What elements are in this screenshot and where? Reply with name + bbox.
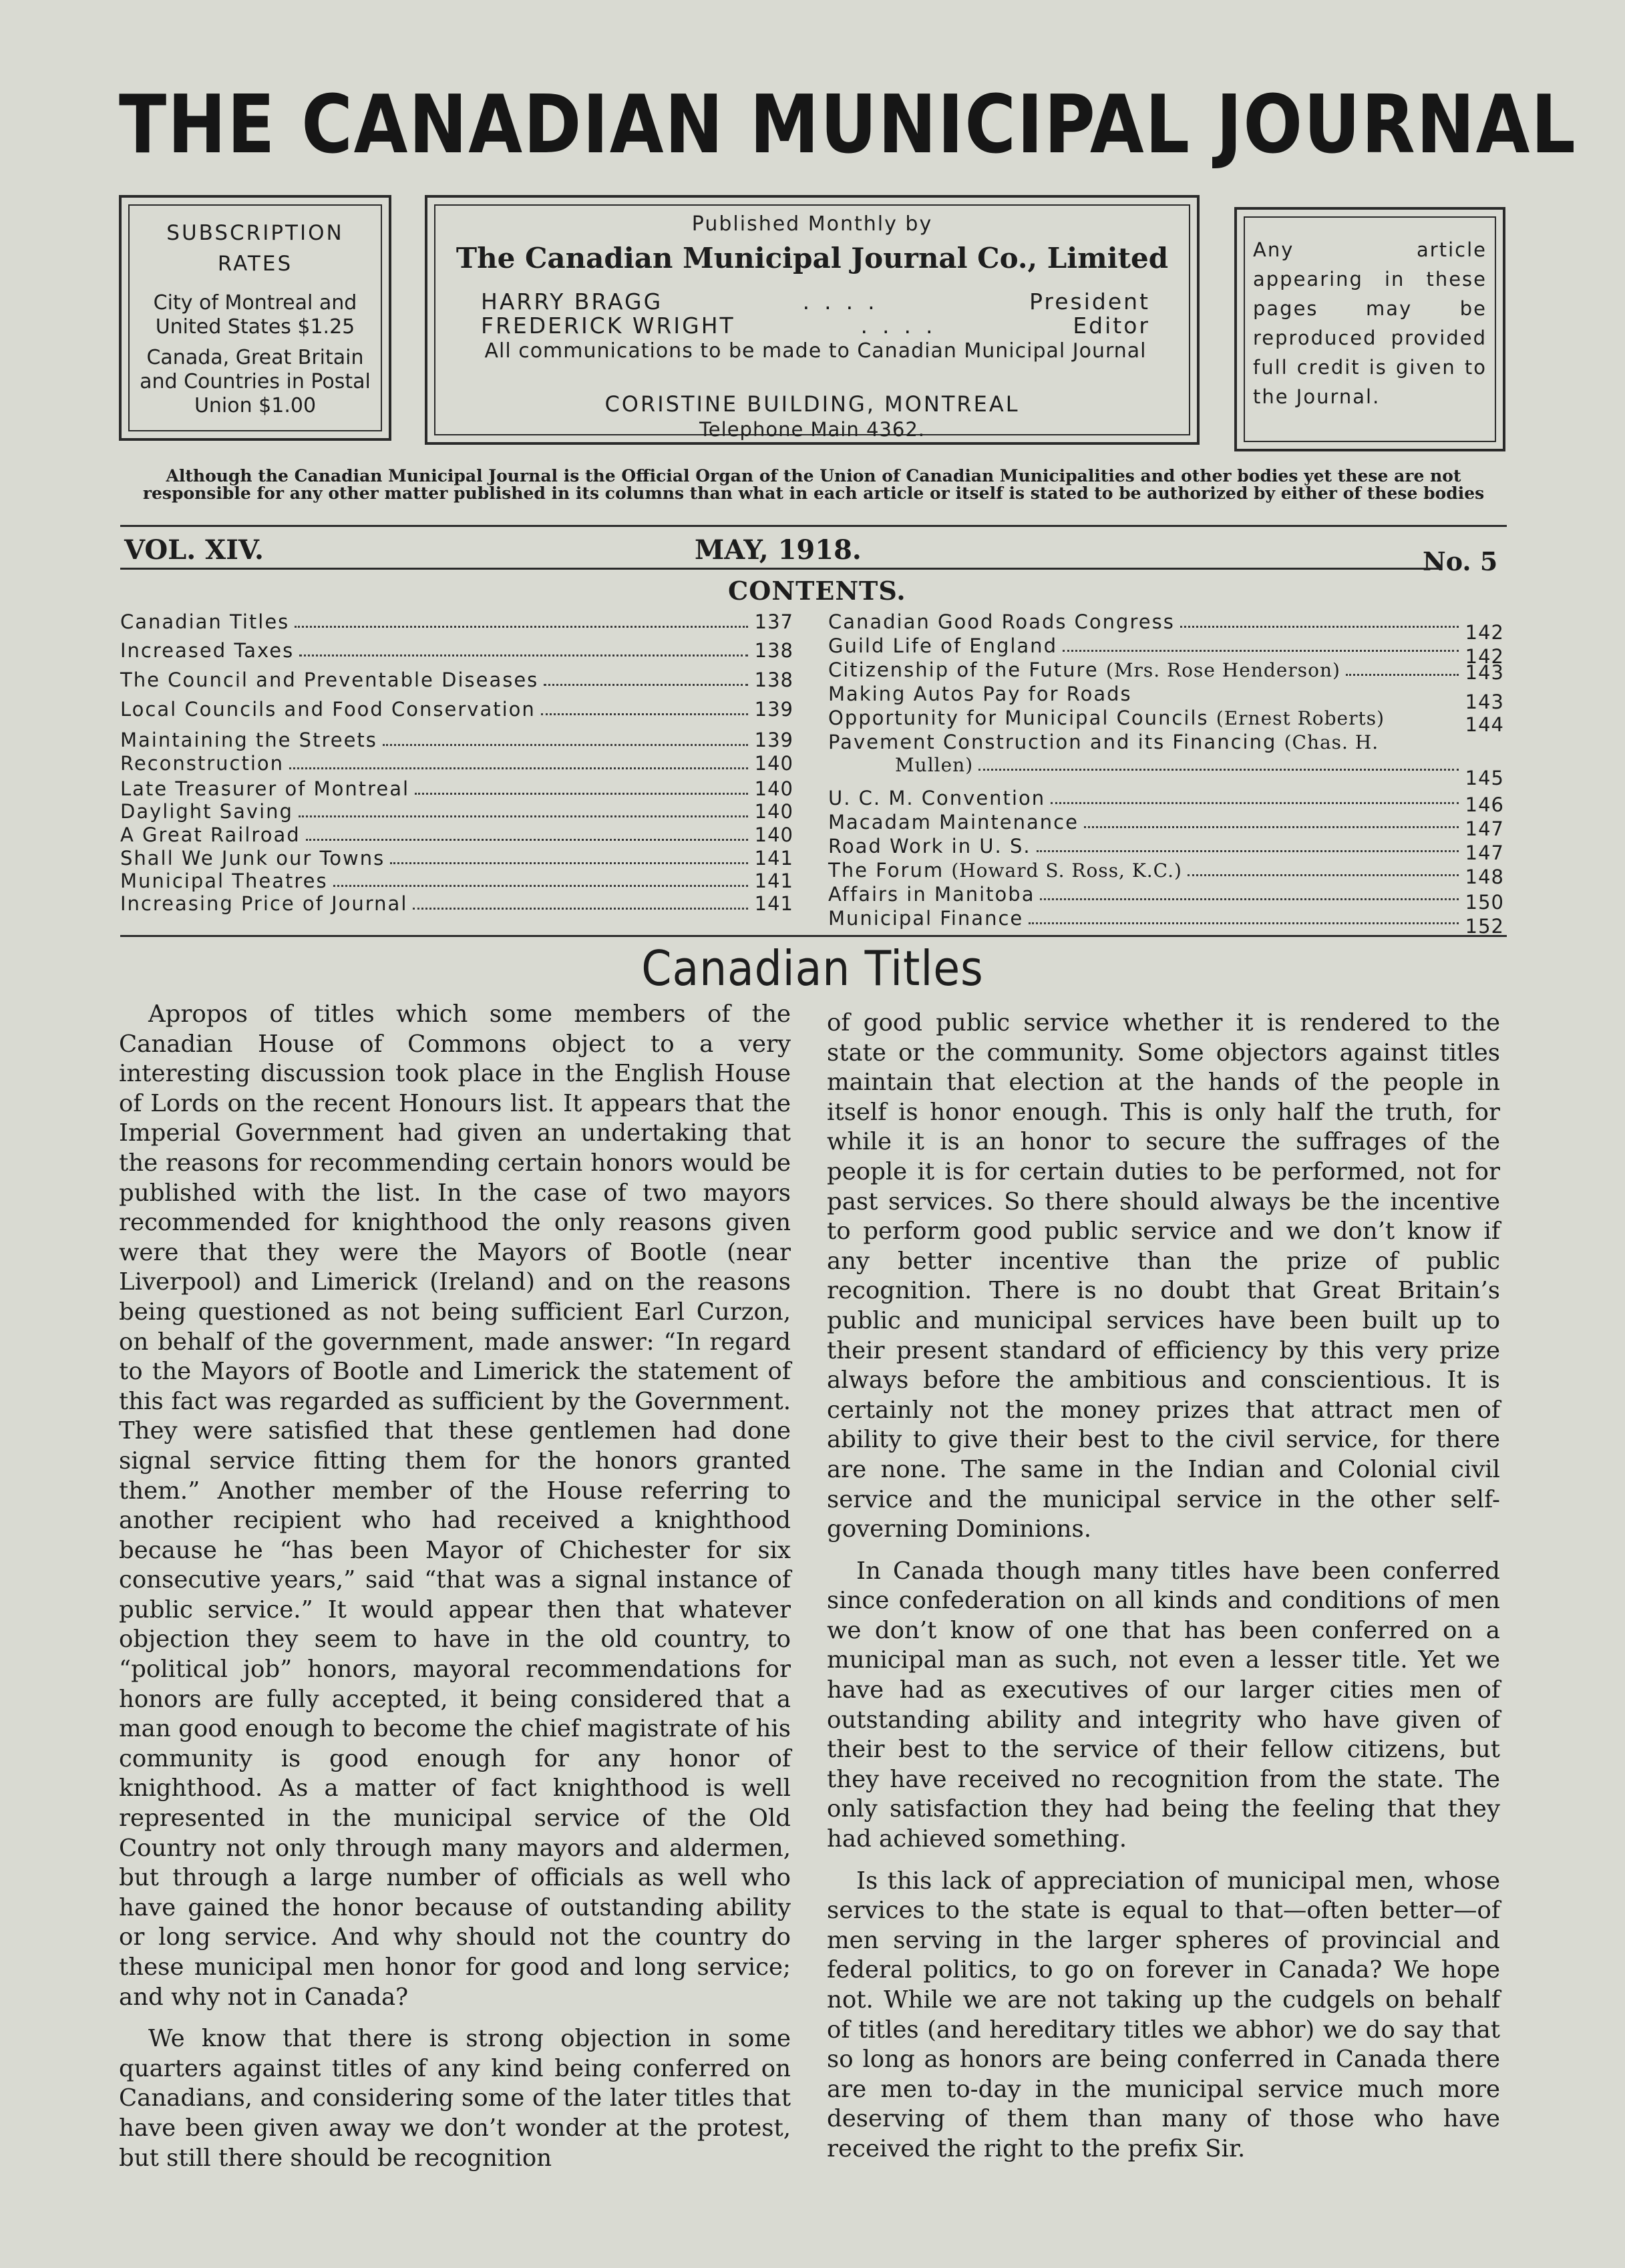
article-column-left	[119, 1000, 791, 2173]
dot-leader	[1051, 802, 1459, 804]
toc-entry[interactable]	[120, 799, 793, 823]
toc-title: Shall We Junk our Towns	[120, 847, 385, 870]
reproduction-notice: Any article appearing in these pages may be reproduced provided full credit is given to the Journal.	[1253, 238, 1487, 408]
issue-volume: VOL. XIV.	[124, 534, 264, 566]
toc-page: 145	[1465, 767, 1504, 789]
toc-entry[interactable]	[120, 638, 793, 662]
toc-entry[interactable]	[828, 858, 1504, 888]
subscription-rates-box	[119, 195, 391, 441]
dot-leader	[299, 815, 748, 817]
article-paragraph: Is this lack of appreciation of municipal men, whose services to the state is equal to that—often better—of men serving in the larger spheres of provincial and federal politics, to go on forever in Canada? We hope not. While we are not taking up the cudgels on behalf of titles (and hereditary titles we abhor) we do say that so long as honors are being conferred in Canada there are men to-day in the municipal service much more deserving of them than many of those who have received the right to the prefix Sir.	[827, 1867, 1500, 2162]
dot-leader	[415, 793, 748, 795]
toc-page: 146	[1465, 793, 1504, 816]
dot-leader	[544, 684, 748, 686]
toc-page: 137	[754, 610, 793, 633]
editor-role: Editor	[1073, 313, 1150, 339]
toc-title: Local Councils and Food Conservation	[120, 698, 536, 721]
dot-leader	[978, 769, 1459, 771]
dot-leader	[1037, 850, 1459, 852]
toc-entry[interactable]	[828, 906, 1504, 938]
issue-number: No. 5	[1423, 546, 1498, 576]
toc-author: (Howard S. Ross, K.C.)	[951, 860, 1182, 882]
toc-entry[interactable]	[120, 776, 793, 800]
communications-line: All communications to be made to Canadian Municipal Journal	[484, 339, 1147, 363]
dot-leader	[383, 744, 748, 746]
toc-title: Municipal Theatres	[120, 870, 328, 892]
toc-page: 147	[1465, 841, 1504, 864]
toc-page: 144	[1465, 713, 1504, 736]
toc-page: 140	[754, 752, 793, 775]
toc-entry[interactable]	[120, 822, 793, 846]
toc-entry[interactable]	[828, 681, 1504, 713]
toc-entry[interactable]	[120, 667, 793, 691]
toc-title: Canadian Good Roads Congress	[828, 610, 1175, 633]
rule-below-issue	[120, 568, 1440, 570]
article-paragraph: Apropos of titles which some members of the Canadian House of Commons object to a very interesting discussion took place in the English House of Lords on the recent Honours list. It appears that the Imperial Government had given an undertaking that the reasons for recommending certain honors would be published with the list. In the case of two mayors recommended for knighthood the only reasons given were that they were the Mayors of Bootle (near Liverpool) and Limerick (Ireland) and on the reasons being questioned as not being sufficient Earl Curzon, on behalf of the government, made answer: “In regard to the Mayors of Bootle and Limerick the statement of this fact was regarded as sufficient by the Government. They were satisfied that these gentlemen had done signal service fitting them for the honors granted them.” Another member of the House referring to another recipient who had received a knighthood because he “has been Mayor of Chichester for six consecutive years,” said “that was a signal instance of public service.” It would appear then that whatever objection they seem to have in the old country, to “political job” honors, mayoral recommendations for honors are fully accepted, it being considered that a man good enough to become the chief magistrate of his community is good enough for any honor of knighthood. As a matter of fact knighthood is well represented in the municipal service of the Old Country not only through many mayors and aldermen, but through a large number of officials as well who have gained the honor because of outstanding ability or long service. And why should not the country do these municipal men honor for good and long service; and why not in Canada?	[119, 1000, 791, 2011]
toc-title: Reconstruction	[120, 752, 285, 775]
dot-leader	[1180, 626, 1459, 628]
toc-title: The Forum	[828, 859, 944, 882]
dot-leader	[1029, 922, 1459, 924]
toc-page: 138	[754, 639, 793, 662]
toc-entry-continued	[828, 752, 1504, 789]
dot-leader	[289, 767, 748, 769]
dot-leader	[541, 713, 748, 715]
toc-entry[interactable]	[828, 705, 1504, 736]
official-organ-note: Although the Canadian Municipal Journal is the Official Organ of the Union of Canadian Municipalities and other bodies yet these are not responsible for any other matter published in its columns than what in each article or itself is stated to be authorized by either of these bodies	[142, 466, 1485, 503]
toc-entry[interactable]	[828, 882, 1504, 914]
toc-title: Late Treasurer of Montreal	[120, 777, 410, 800]
article-column-right	[827, 1008, 1500, 2164]
toc-entry[interactable]	[828, 833, 1504, 864]
subscription-title	[122, 218, 389, 279]
subscription-title-line2: RATES	[217, 252, 293, 276]
publisher-editor-row	[481, 313, 1150, 339]
toc-page: 140	[754, 800, 793, 823]
toc-title: Affairs in Manitoba	[828, 883, 1035, 906]
toc-title: Road Work in U. S.	[828, 835, 1031, 858]
toc-page: 141	[754, 870, 793, 892]
toc-title: Canadian Titles	[120, 610, 290, 633]
toc-entry[interactable]	[828, 657, 1504, 684]
publisher-box	[425, 195, 1200, 445]
toc-page: 141	[754, 892, 793, 915]
rule-above-issue	[120, 525, 1507, 527]
toc-page: 143	[1465, 691, 1504, 713]
dot-leader	[1063, 650, 1459, 652]
contents-left-column	[120, 609, 793, 923]
toc-title: Pavement Construction and its Financing	[828, 731, 1277, 753]
president-name: HARRY BRAGG	[481, 289, 663, 315]
president-role: President	[1029, 289, 1150, 315]
dot-leader	[1188, 874, 1459, 876]
masthead-title: THE CANADIAN MUNICIPAL JOURNAL	[119, 79, 1577, 172]
subscription-title-line1: SUBSCRIPTION	[166, 221, 344, 245]
reproduction-notice-box	[1234, 207, 1505, 451]
toc-title: Citizenship of the Future	[828, 658, 1099, 681]
toc-page: 140	[754, 777, 793, 800]
toc-entry[interactable]	[120, 891, 793, 915]
subscription-rate-postal-union: Canada, Great Britain and Countries in Postal Union $1.00	[140, 346, 371, 417]
toc-page: 141	[754, 847, 793, 870]
toc-page: 140	[754, 823, 793, 846]
toc-entry[interactable]	[828, 809, 1504, 840]
toc-title: A Great Railroad	[120, 823, 301, 846]
dot-leader	[1346, 674, 1459, 676]
toc-title: Increasing Price of Journal	[120, 892, 408, 915]
contents-heading: CONTENTS.	[728, 576, 906, 606]
toc-author: (Chas. H.	[1284, 731, 1379, 753]
toc-entry[interactable]	[828, 785, 1504, 816]
toc-title: Macadam Maintenance	[828, 811, 1079, 833]
dot-leader	[333, 885, 748, 887]
editor-name: FREDERICK WRIGHT	[481, 313, 735, 339]
toc-page: 147	[1465, 817, 1504, 840]
toc-page: 139	[754, 729, 793, 751]
contents-right-column	[828, 609, 1504, 936]
toc-title: Daylight Saving	[120, 800, 293, 823]
toc-entry[interactable]	[828, 609, 1504, 644]
dot-leader	[1084, 826, 1459, 828]
toc-title: Maintaining the Streets	[120, 729, 377, 751]
rule-below-contents	[120, 935, 1507, 937]
dot-leader: ....	[860, 313, 948, 339]
publisher-company: The Canadian Municipal Journal Co., Limited	[456, 242, 1169, 274]
toc-title: Increased Taxes	[120, 639, 295, 662]
dot-leader	[1040, 898, 1459, 900]
dot-leader	[390, 862, 748, 864]
dot-leader: ....	[802, 289, 890, 315]
article-title: Canadian Titles	[641, 940, 984, 996]
toc-author: Mullen)	[895, 754, 974, 776]
toc-entry[interactable]	[120, 845, 793, 870]
toc-entry[interactable]	[120, 868, 793, 892]
toc-title: Making Autos Pay for Roads	[828, 683, 1132, 705]
toc-page: 142	[1465, 621, 1504, 644]
toc-page: 148	[1465, 866, 1504, 888]
dot-leader	[295, 626, 748, 628]
toc-title: Municipal Finance	[828, 907, 1024, 930]
toc-entry[interactable]	[120, 751, 793, 775]
toc-entry[interactable]	[120, 727, 793, 751]
toc-page: 142	[1465, 645, 1504, 668]
toc-title: Opportunity for Municipal Councils	[828, 707, 1209, 729]
toc-page: 150	[1465, 891, 1504, 914]
toc-page: 139	[754, 698, 793, 721]
toc-title: U. C. M. Convention	[828, 787, 1046, 809]
publisher-address: CORISTINE BUILDING, MONTREAL	[604, 391, 1020, 417]
toc-page: 152	[1465, 915, 1504, 938]
toc-entry[interactable]	[828, 633, 1504, 668]
toc-page: 138	[754, 669, 793, 691]
toc-page: 143	[1465, 661, 1504, 684]
published-monthly-line: Published Monthly by	[691, 212, 933, 236]
toc-entry[interactable]	[828, 729, 1504, 753]
toc-title: Guild Life of England	[828, 634, 1057, 657]
toc-author: (Ernest Roberts)	[1216, 707, 1385, 729]
toc-author: (Mrs. Rose Henderson)	[1105, 659, 1340, 681]
article-paragraph: In Canada though many titles have been conferred since confederation on all kinds and conditions of men we don’t know of one that has been conferred on a municipal man as such, not even a lesser title. Yet we have had as executives of our larger cities men of outstanding ability and integrity who have given of their best to the service of their fellow citizens, but they have received no recognition from the state. The only satisfaction they had being the feeling that they had achieved something.	[827, 1557, 1500, 1853]
toc-entry[interactable]	[120, 609, 793, 633]
article-paragraph: of good public service whether it is rendered to the state or the community. Some objectors against titles maintain that election at the hands of the people in itself is honor enough. This is only half the truth, for while it is an honor to secure the suffrages of the people it is for certain duties to be performed, not for past services. So there should always be the incentive to perform good public service and we don’t know if any better incentive than the prize of public recognition. There is no doubt that Great Britain’s public and municipal services have been built up to their present standard of efficiency by this very prize always before the ambitious and conscientious. It is certainly not the money prizes that attract men of ability to give their best to the civil service, for there are none. The same in the Indian and Colonial civil service and the municipal service in the other self-governing Dominions.	[827, 1009, 1500, 1543]
publisher-president-row	[481, 289, 1150, 315]
dot-leader	[299, 654, 748, 656]
publisher-telephone: Telephone Main 4362.	[699, 418, 925, 441]
dot-leader	[413, 908, 748, 910]
subscription-rate-us: City of Montreal and United States $1.25	[153, 291, 357, 339]
dot-leader	[306, 839, 748, 841]
article-paragraph: We know that there is strong objection in some quarters against titles of any kind being conferred on Canadians, and considering some of the later titles that have been given away we don’t wonder at the protest, but still there should be recognition	[119, 2025, 791, 2172]
issue-date: MAY, 1918.	[695, 534, 862, 566]
toc-title: The Council and Preventable Diseases	[120, 669, 539, 691]
toc-entry[interactable]	[120, 697, 793, 721]
